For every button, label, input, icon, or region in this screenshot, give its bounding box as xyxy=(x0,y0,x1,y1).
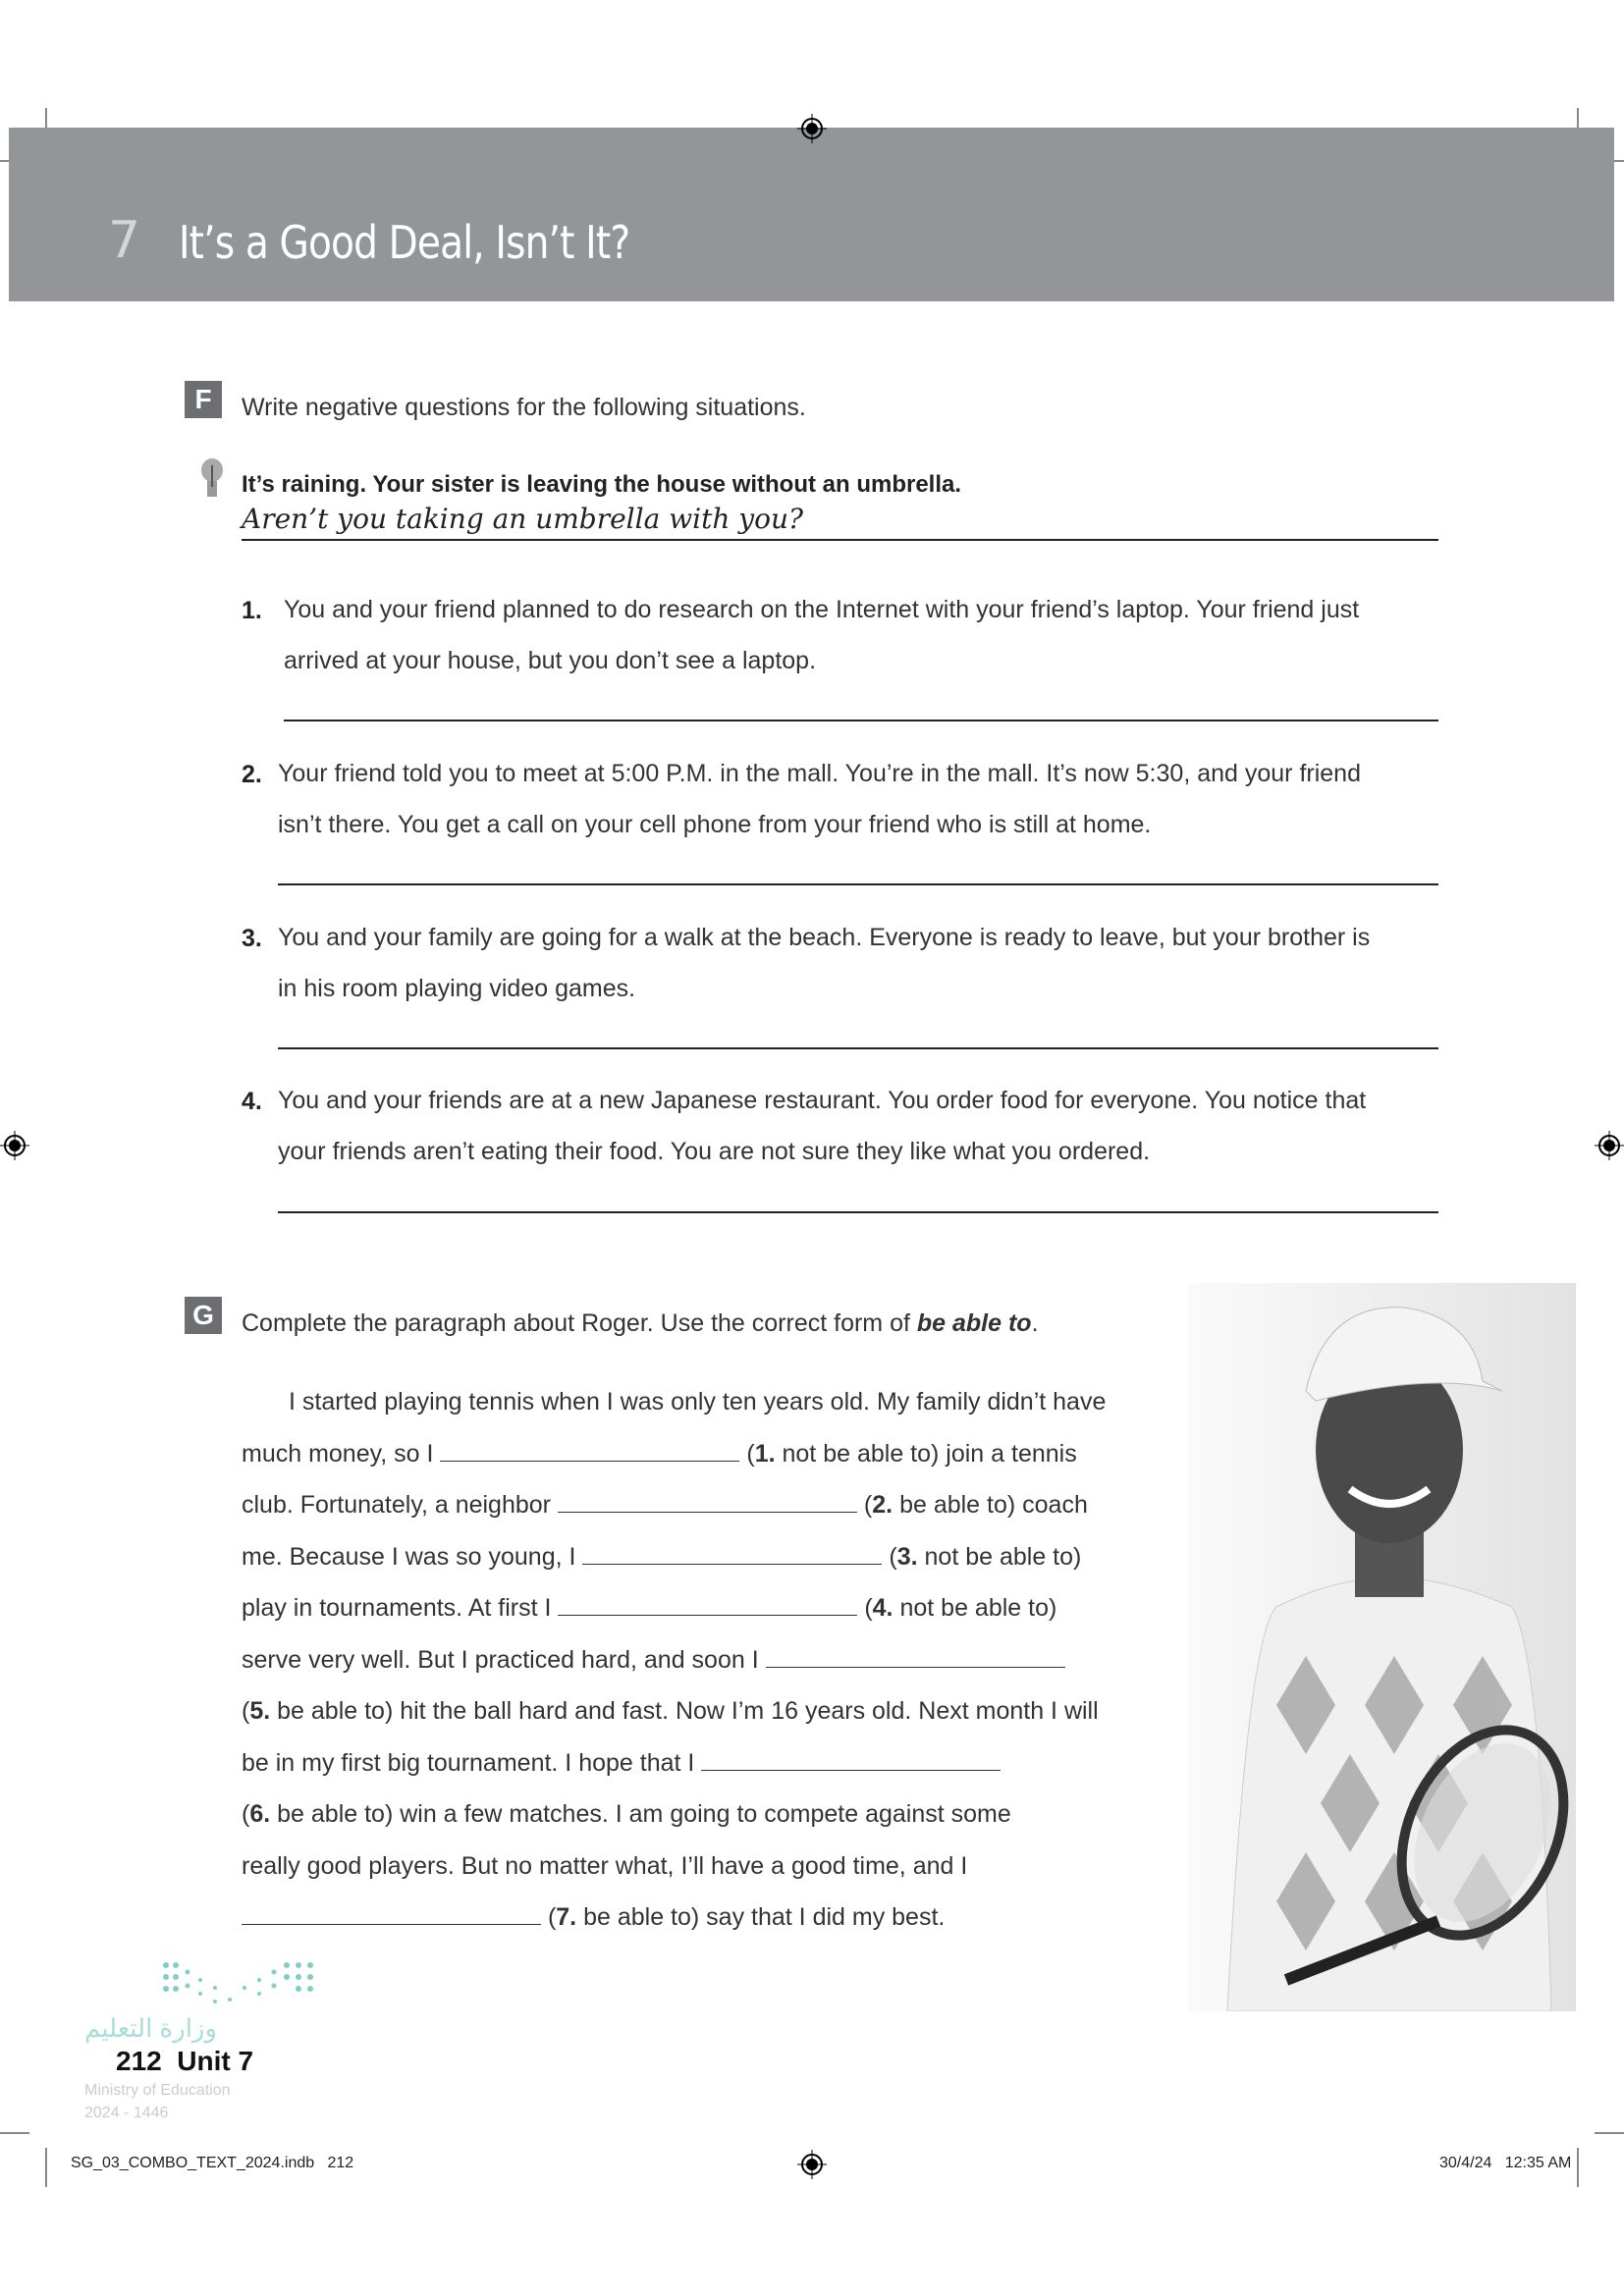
paragraph-text: not be able to) xyxy=(924,1542,1082,1571)
paragraph-line: me. Because I was so young, I (3. not be able to) xyxy=(242,1542,1082,1571)
answer-line[interactable] xyxy=(278,883,1438,885)
example-situation: It’s raining. Your sister is leaving the house without an umbrella. xyxy=(242,471,962,498)
paragraph-text: be in my first big tournament. I hope that I xyxy=(242,1748,695,1777)
paragraph-text: I started playing tennis when I was only ten years old. My family didn’t have xyxy=(289,1388,1107,1415)
ministry-english-name: Ministry of Education xyxy=(84,2082,231,2099)
paragraph-line: club. Fortunately, a neighbor (2. be able to) coach xyxy=(242,1491,1088,1519)
situation-text xyxy=(278,1075,1456,1177)
registration-mark-icon xyxy=(797,114,827,143)
blank-number: 5. xyxy=(249,1697,271,1725)
registration-mark-icon xyxy=(797,2150,827,2179)
answer-line[interactable] xyxy=(278,1047,1438,1049)
section-f-label: F xyxy=(185,381,222,418)
answer-line[interactable] xyxy=(284,720,1438,721)
unit-label: Unit 7 xyxy=(177,2046,254,2076)
paragraph-line xyxy=(242,1852,967,1881)
ministry-arabic-name: وزارة التعليم xyxy=(84,2013,218,2043)
situation-line: in his room playing video games. xyxy=(278,975,636,1002)
paragraph-line xyxy=(242,1646,1065,1675)
paragraph-line xyxy=(242,1388,1106,1416)
item-number: 4. xyxy=(242,1088,262,1115)
paragraph-line: much money, so I (1. not be able to) join a tennis xyxy=(242,1439,1077,1468)
crop-mark xyxy=(0,2132,29,2134)
answer-blank[interactable] xyxy=(558,1595,857,1616)
paragraph-text: be able to) hit the ball hard and fast. Now I’m 16 years old. Next month I will xyxy=(277,1697,1099,1725)
paragraph-text: not be able to) join a tennis xyxy=(782,1439,1077,1468)
answer-blank[interactable] xyxy=(440,1441,739,1462)
blank-number: 2. xyxy=(872,1491,893,1519)
registration-mark-icon xyxy=(1595,1131,1624,1160)
situation-text xyxy=(278,748,1456,850)
example-answer-line xyxy=(242,539,1438,541)
crop-mark xyxy=(45,2148,47,2187)
situation-line: isn’t there. You get a call on your cell phone from your friend who is still at home. xyxy=(278,811,1152,838)
print-date: 30/4/24 12:35 AM xyxy=(1439,2155,1572,2171)
paragraph-text: be able to) say that I did my best. xyxy=(583,1903,946,1931)
item-number: 3. xyxy=(242,925,262,952)
blank-number: 7. xyxy=(556,1903,577,1931)
answer-blank[interactable] xyxy=(701,1750,1001,1771)
page-number-value: 212 xyxy=(116,2046,162,2076)
answer-blank[interactable] xyxy=(242,1904,541,1925)
section-g-instruction xyxy=(242,1309,1039,1338)
registration-mark-icon xyxy=(0,1131,29,1160)
blank-number: 4. xyxy=(872,1594,893,1622)
paragraph-text: really good players. But no matter what, I’ll have a good time, and I xyxy=(242,1851,968,1880)
file-slug: SG_03_COMBO_TEXT_2024.indb 212 xyxy=(71,2155,354,2171)
situation-line: You and your friend planned to do research on the Internet with your friend’s laptop. Your friend just xyxy=(284,596,1360,623)
situation-text xyxy=(284,584,1462,686)
edition-year: 2024 - 1446 xyxy=(84,2105,169,2121)
instruction-emphasis: be able to xyxy=(916,1309,1032,1337)
paragraph-text: be able to) coach xyxy=(899,1491,1088,1519)
paragraph-line: (6. be able to) win a few matches. I am going to compete against some xyxy=(242,1800,1011,1828)
paragraph-text: play in tournaments. At first I xyxy=(242,1594,552,1622)
answer-blank[interactable] xyxy=(766,1647,1065,1668)
section-f-instruction: Write negative questions for the following situations. xyxy=(242,394,806,421)
crop-mark xyxy=(1595,2132,1624,2134)
item-number: 2. xyxy=(242,761,262,788)
crop-mark xyxy=(1577,2148,1579,2187)
paragraph-text: me. Because I was so young, I xyxy=(242,1542,576,1571)
paragraph-line: play in tournaments. At first I (4. not be able to) xyxy=(242,1594,1057,1622)
instruction-text: Complete the paragraph about Roger. Use the correct form of xyxy=(242,1309,910,1337)
page-number xyxy=(116,2046,253,2077)
paragraph-text: be able to) win a few matches. I am going to compete against some xyxy=(277,1800,1011,1828)
chapter-header-band xyxy=(9,128,1614,301)
tennis-player-photo xyxy=(1188,1283,1576,2011)
answer-blank[interactable] xyxy=(558,1492,857,1513)
situation-line: You and your friends are at a new Japanese restaurant. You order food for everyone. You notice that xyxy=(278,1087,1367,1114)
answer-blank[interactable] xyxy=(582,1544,882,1565)
lightbulb-icon xyxy=(199,457,225,501)
paragraph-line: (5. be able to) hit the ball hard and fast. Now I’m 16 years old. Next month I will xyxy=(242,1697,1099,1725)
blank-number: 1. xyxy=(754,1439,776,1468)
situation-text xyxy=(278,912,1456,1014)
blank-number: 3. xyxy=(896,1542,918,1571)
instruction-end: . xyxy=(1031,1309,1039,1337)
chapter-title: It’s a Good Deal, Isn’t It? xyxy=(179,216,630,269)
paragraph-line: (7. be able to) say that I did my best. xyxy=(242,1903,945,1932)
ministry-logo-icon xyxy=(161,1960,323,2014)
answer-line[interactable] xyxy=(278,1211,1438,1213)
situation-line: You and your family are going for a walk at the beach. Everyone is ready to leave, but your brother is xyxy=(278,924,1371,951)
item-number: 1. xyxy=(242,597,262,624)
blank-number: 6. xyxy=(249,1800,271,1828)
paragraph-text: much money, so I xyxy=(242,1439,434,1468)
chapter-number: 7 xyxy=(108,211,141,270)
example-answer: Aren’t you taking an umbrella with you? xyxy=(242,503,804,535)
section-g-label: G xyxy=(185,1297,222,1334)
paragraph-text: not be able to) xyxy=(899,1594,1057,1622)
paragraph-text: serve very well. But I practiced hard, and soon I xyxy=(242,1645,759,1674)
situation-line: Your friend told you to meet at 5:00 P.M. in the mall. You’re in the mall. It’s now 5:30, and your friend xyxy=(278,760,1361,787)
paragraph-text: club. Fortunately, a neighbor xyxy=(242,1491,552,1519)
paragraph-line xyxy=(242,1749,1001,1778)
situation-line: arrived at your house, but you don’t see a laptop. xyxy=(284,647,817,674)
situation-line: your friends aren’t eating their food. You are not sure they like what you ordered. xyxy=(278,1138,1151,1165)
